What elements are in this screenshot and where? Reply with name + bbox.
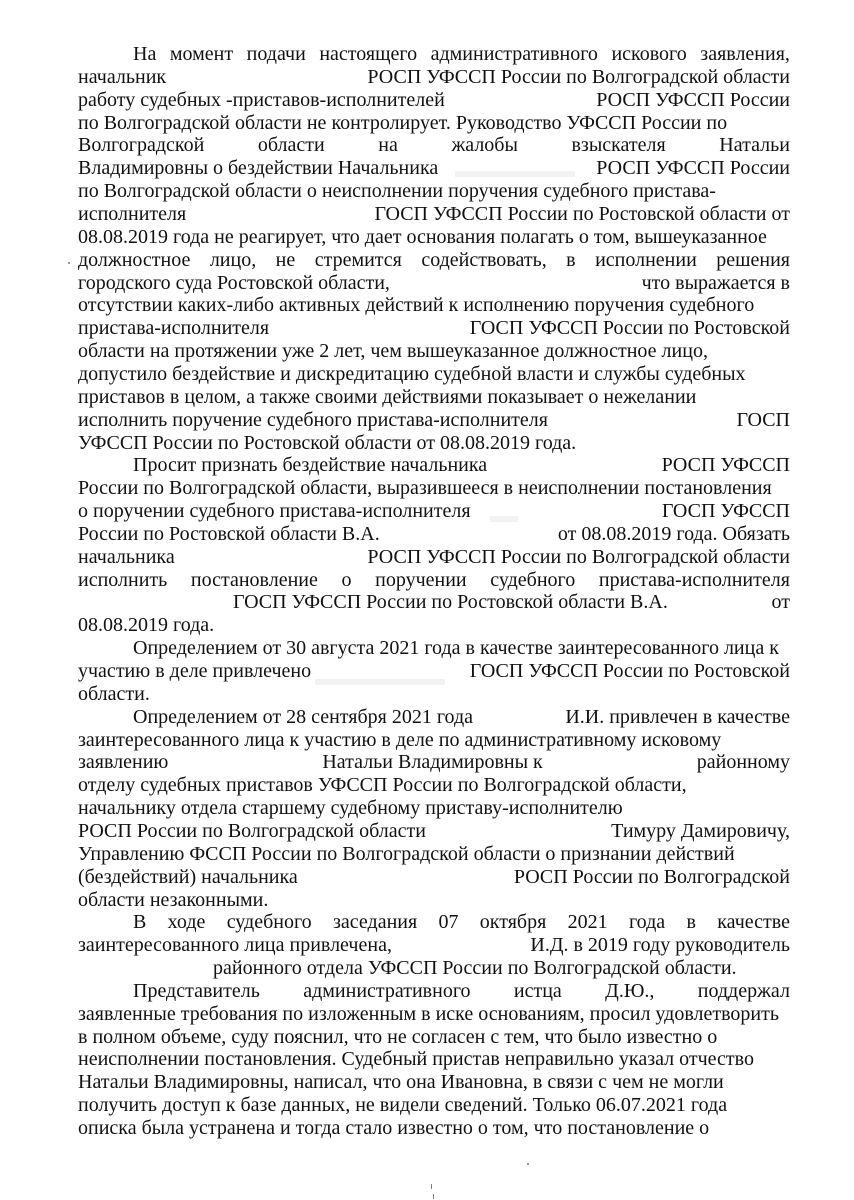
text-line [78,1025,790,1049]
text-line [78,65,790,89]
text-segment: судебного [226,911,312,934]
text-segment: Владимировны о бездействии Начальника [78,157,439,180]
scan-speck [527,1163,529,1165]
text-segment: отделу судебных приставов УФССП России по Волгоградской области, [78,774,687,797]
text-segment: по Волгоградской области о неисполнении поручения судебного пристава- [78,180,716,203]
text-segment: пристава-исполнителя [78,317,270,340]
text-segment: допустило бездействие и дискредитацию судебной власти и службы судебных [78,362,746,385]
text-segment: от 08.08.2019 года. Обязать [557,522,790,545]
text-line [133,910,790,934]
text-segment: России по Волгоградской области, выразившееся в неисполнении постановления [78,477,772,500]
text-segment: содействовать, [421,248,547,271]
text-line [78,156,790,180]
text-segment: заявленные требования по изложенным в иске основаниям, просил удовлетворить [78,1002,779,1025]
text-segment: РОСП России по Волгоградской [513,865,790,888]
text-segment: ГОСП УФССП России по Ростовской области от [374,203,790,225]
text-segment: заседания [333,911,418,934]
text-segment: исполнить поручение судебного пристава-исполнителя [78,408,548,431]
text-line [78,293,790,317]
text-line [133,979,790,1003]
text-segment: по Волгоградской области не контролирует. Руководство УФССП России по [78,111,728,134]
text-segment: заявления, [700,43,790,65]
text-segment: И.И. привлечен в качестве [565,705,790,728]
text-segment: УФССП России по Ростовской области от 08.08.2019 года. [78,431,577,454]
text-segment: приставов в целом, а также своими действиями показывает о нежелании [78,385,697,408]
text-line [78,1093,790,1117]
text-segment: не [275,248,296,271]
text-segment: решения [716,248,790,271]
text-line [78,682,790,706]
text-segment: стремится [314,248,402,271]
text-segment: области на протяжении уже 2 лет, чем вышеуказанное должностное лицо, [78,340,708,363]
text-segment: Тимуру Дамировичу, [611,819,790,842]
text-segment: Просит признать бездействие начальника [133,454,488,477]
text-segment: Натальи [719,134,790,157]
text-segment: описка была устранена и тогда стало известно о том, что постановление о [78,1117,710,1139]
text-line [78,385,790,409]
text-segment: ГОСП УФССП России по Ростовской [469,660,790,682]
text-segment: Определением от 30 августа 2021 года в качестве заинтересованного лица к [133,637,779,660]
text-segment: пристава-исполнителя [598,568,790,591]
text-segment: в [686,911,696,934]
text-segment: настоящего [319,43,418,65]
text-line [78,88,790,112]
text-segment: РОСП УФССП [661,454,790,477]
text-segment: отсутствии каких-либо активных действий к исполнению поручения судебного [78,294,755,317]
text-segment: на [378,134,398,157]
text-segment: жалобы [451,134,518,157]
text-segment: исполнении [595,248,697,271]
text-segment: Определением от 28 сентября 2021 года [133,705,474,728]
text-line [133,453,790,477]
text-line [78,225,790,249]
text-line [78,819,790,843]
text-segment: Представитель [133,979,260,1002]
text-line [78,1070,790,1094]
text-segment: Управлению ФССП России по Волгоградской области о признании действий [78,842,735,865]
text-segment: 07 [438,911,459,934]
text-line [78,248,790,272]
text-segment: качестве [717,911,790,934]
text-segment: в полном объеме, суду пояснил, что не согласен с тем, что было известно о [78,1025,718,1048]
text-segment: 08.08.2019 года не реагирует, что дает основания полагать о том, вышеуказанное [78,225,767,248]
text-line [233,590,790,614]
text-segment: исполнителя [78,203,187,225]
text-segment: от [771,591,790,614]
text-segment: в [566,248,576,271]
text-line [78,728,790,752]
text-line [133,705,790,729]
text-segment: лицо, [209,248,257,271]
text-segment: начальник [78,65,167,88]
text-segment: В [133,911,147,934]
text-segment: о поручении судебного пристава-исполнителя [78,500,471,522]
text-line [78,796,790,820]
text-segment: РОСП УФССП России по Волгоградской области [367,545,790,568]
text-line [78,659,790,683]
text-segment: истца [513,979,562,1002]
text-segment: момент [169,43,234,65]
text-line [78,933,790,957]
text-segment: районного отдела УФССП России по Волгоградской области. [213,957,737,979]
text-segment: что выражается в [641,271,790,294]
text-segment: работу судебных -приставов-исполнителей [78,88,445,111]
text-line [78,362,790,386]
text-line [78,888,790,912]
text-segment: искового [611,43,687,65]
text-segment: На [133,43,157,65]
text-line [78,316,790,340]
scan-speck [433,1194,434,1199]
text-segment: поддержал [697,979,790,1002]
text-segment: начальника [78,545,175,568]
text-line [78,865,790,889]
text-segment: И.Д. в 2019 году руководитель [530,934,790,957]
text-segment: о [341,568,352,591]
text-line [78,408,790,432]
text-line [78,1002,790,1026]
text-segment: Натальи Владимировны, написал, что она Ивановна, в связи с чем не могли [78,1071,724,1094]
text-segment: должностное [78,248,191,271]
text-segment: заинтересованного лица к участию в деле по административному исковому [78,728,722,751]
text-segment: постановление [190,568,318,591]
text-segment: года [628,911,666,934]
text-segment: ГОСП УФССП России по Ростовской [469,317,790,340]
text-line [78,613,790,637]
text-segment: октября [479,911,547,934]
text-line [78,773,790,797]
text-line [78,750,790,774]
text-line [133,636,790,660]
text-line [78,499,790,523]
text-segment: области. [78,682,150,705]
text-segment: взыскателя [571,134,666,157]
text-segment: районному [696,751,790,774]
text-line [78,179,790,203]
text-segment: 2021 [567,911,608,934]
text-segment: ГОСП [736,408,790,431]
text-segment: Волгоградской [78,134,205,157]
text-segment: России по Ростовской области В.А. [78,522,380,545]
scan-speck [68,262,70,264]
text-segment: ГОСП УФССП [661,500,790,522]
text-segment: исполнить [78,568,168,591]
text-segment: РОСП УФССП России [596,88,790,111]
text-segment: заявлению [78,751,169,774]
text-segment: ГОСП УФССП России по Ростовской области В.А. [233,591,668,614]
text-segment: Натальи Владимировны к [322,751,543,774]
text-segment: ходе [167,911,206,934]
text-line [78,522,790,546]
text-line [133,42,790,66]
text-line [78,1047,790,1071]
text-segment: заинтересованного лица привлечена, [78,934,392,957]
text-segment: области незаконными. [78,888,269,911]
text-segment: (бездействий) начальника [78,865,298,888]
text-segment: области [257,134,325,157]
text-line [78,271,790,295]
scan-speck [431,1184,432,1189]
text-segment: городского суда Ростовской области, [78,271,390,294]
text-segment: судебного [490,568,576,591]
text-segment: РОСП УФССП России [596,157,790,180]
text-line [78,568,790,592]
text-line [78,1116,790,1140]
text-line [213,956,790,980]
text-line [78,431,790,455]
text-segment: Д.Ю., [605,979,655,1002]
text-line [78,202,790,226]
text-segment: неисполнении постановления. Судебный пристав неправильно указал отчество [78,1048,754,1071]
text-segment: поручении [375,568,467,591]
text-line [78,545,790,569]
text-segment: участию в деле привлечено [78,660,312,682]
text-segment: административного [303,979,471,1002]
text-segment: РОСП России по Волгоградской области [78,819,426,842]
text-line [78,476,790,500]
text-line [78,842,790,866]
text-segment: начальнику отдела старшему судебному приставу-исполнителю [78,797,623,820]
text-segment: подачи [246,43,306,65]
text-segment: 08.08.2019 года. [78,614,215,637]
text-line [78,339,790,363]
text-line [78,111,790,135]
text-segment: РОСП УФССП России по Волгоградской области [367,65,790,88]
text-segment: получить доступ к базе данных, не видели сведений. Только 06.07.2021 года [78,1094,728,1117]
text-segment: административного [430,43,598,65]
text-line [78,133,790,157]
